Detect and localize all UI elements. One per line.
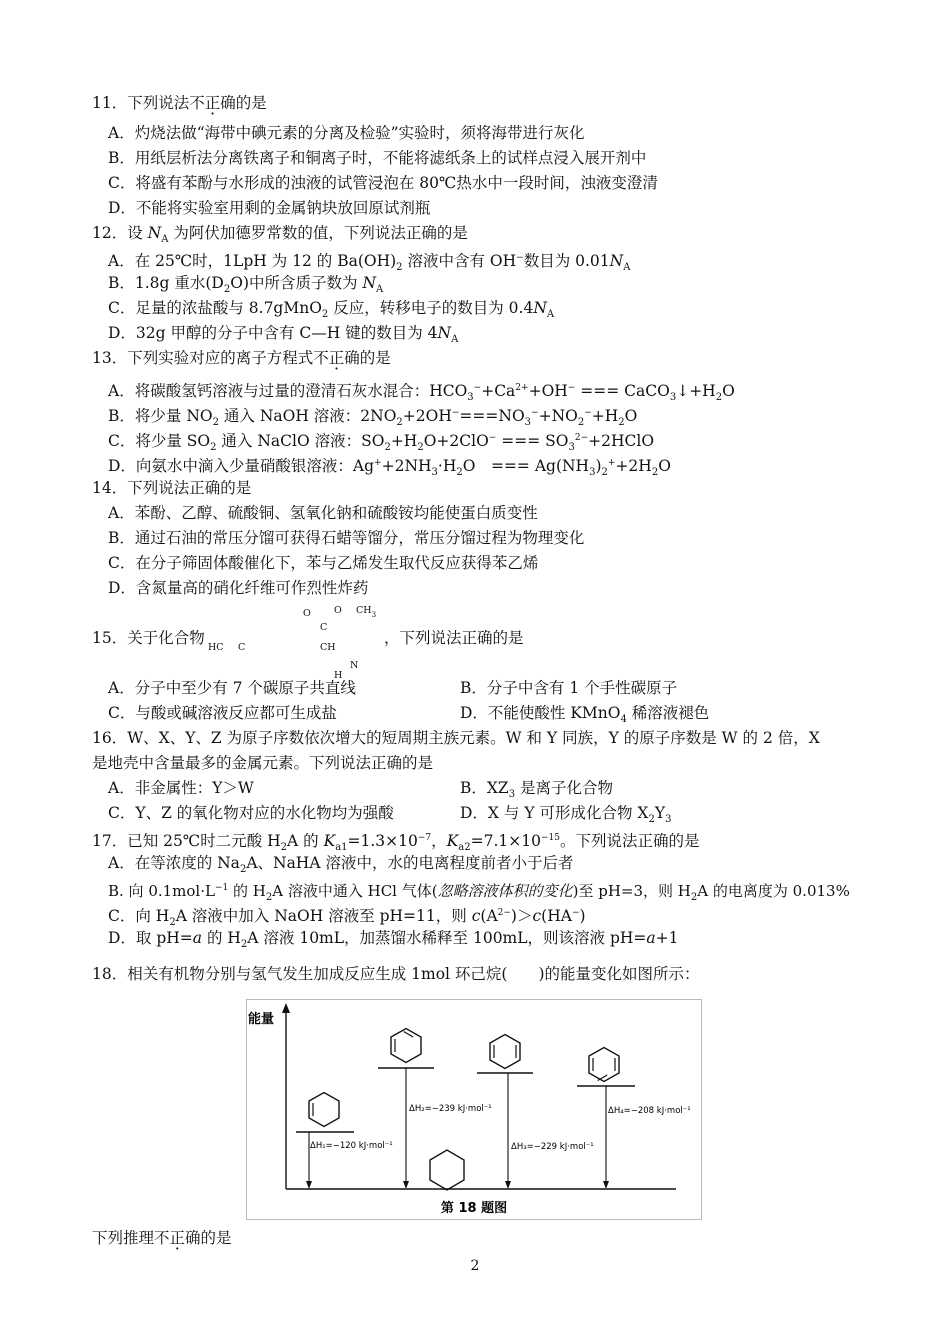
q12-option-c: C．足量的浓盐酸与 8.7gMnO$_2$ 反应，转移电子的数目为 $0.4N_A$ — [108, 299, 555, 320]
q16-option-c: C．Y、Z 的氧化物对应的水化物均为强酸 — [108, 804, 394, 822]
q13-option-d: D．向氨水中滴入少量硝酸银溶液：$Ag^++2NH_3\cdot H_2O$ === $Ag(NH_3)_2^++2H_2O$ — [108, 457, 671, 478]
q16-stem-line2: 是地壳中含量最多的金属元素。下列说法正确的是 — [92, 754, 434, 772]
q16-option-b: B．$XZ_3$ 是离子化合物 — [460, 779, 614, 800]
emphasis-not: 不正确 — [313, 349, 360, 367]
q13-option-a: A．将碳酸氢钙溶液与过量的澄清石灰水混合：$HCO_3^-+Ca^{2+}+OH^-$ === $CaCO_3↓+H_2O$ — [108, 382, 735, 403]
q15-stem-b: ，下列说法正确的是 — [384, 629, 524, 647]
energy-diagram-figure — [246, 999, 702, 1220]
q13-option-c: C．将少量 $SO_2$ 通入 NaClO 溶液：$SO_2+H_2O+2ClO^-$ === $SO_3^{2-}+2HClO$ — [108, 432, 655, 453]
figure-caption: 第 18 题图 — [440, 1201, 508, 1216]
q17-option-d: D．取 pH=a 的 $H_2A$ 溶液 10mL，加蒸馏水稀释至 100mL，则该溶液 pH=a+1 — [108, 929, 679, 950]
structure-ch-label: CH — [320, 642, 336, 653]
page-number: 2 — [470, 1258, 480, 1274]
q14-option-c: C．在分子筛固体酸催化下，苯与乙烯发生取代反应获得苯乙烯 — [108, 554, 539, 572]
q11-option-d: D．不能将实验室用剩的金属钠块放回原试剂瓶 — [108, 199, 431, 217]
q17-option-b: B. 向 $0.1mol\cdot L^{-1}$ 的 $H_2A$ 溶液中通入 HCl 气体(忽略溶液体积的变化)至 pH=3，则 $H_2A$ 的电离度为 0.013% — [108, 882, 850, 903]
q18-stem: 18．相关有机物分别与氢气发生加成反应生成 1mol 环己烷( )的能量变化如图所示： — [92, 965, 700, 983]
q13-option-b: B．将少量 $NO_2$ 通入 NaOH 溶液：$2NO_2+2OH^-===NO_3^-+NO_2^-+H_2O$ — [108, 407, 638, 428]
q14-option-d: D．含氮量高的硝化纤维可作烈性炸药 — [108, 579, 369, 597]
q17-option-c: C．向 $H_2A$ 溶液中加入 NaOH 溶液至 pH=11，则 $c(A^{2-})>c(HA^-)$ — [108, 907, 586, 928]
q11-option-c: C．将盛有苯酚与水形成的浊液的试管浸泡在 80℃热水中一段时间，浊液变澄清 — [108, 174, 658, 192]
q18-followup: 下列推理不正确的是 — [92, 1229, 232, 1247]
q15-option-a: A．分子中至少有 7 个碳原子共直线 — [108, 679, 356, 697]
structure-h-label: H — [334, 670, 343, 681]
structure-c-label: C — [238, 642, 246, 653]
q16-stem-line1: 16．W、X、Y、Z 为原子序数依次增大的短周期主族元素。W 和 Y 同族，Y 的原子序数是 W 的 2 倍，X — [92, 729, 820, 747]
energy-axis-label: 能量 — [248, 1012, 275, 1027]
emphasis-not: 不正确 — [189, 94, 236, 112]
q12-stem: 12．设 $N_A$ 为阿伏加德罗常数的值，下列说法正确的是 — [92, 224, 468, 245]
q12-option-d: D．32g 甲醇的分子中含有 C—H 键的数目为 $4N_A$ — [108, 324, 459, 345]
q12-option-b: B．1.8g 重水$(D_2O)$中所含质子数为 $N_A$ — [108, 274, 384, 295]
q16-option-d: D．X 与 Y 可形成化合物 $X_2Y_3$ — [460, 804, 672, 825]
structure-o1-label: O — [303, 608, 311, 619]
q14-option-a: A．苯酚、乙醇、硫酸铜、氢氧化钠和硫酸铵均能使蛋白质变性 — [108, 504, 538, 522]
q14-option-b: B．通过石油的常压分馏可获得石蜡等馏分，常压分馏过程为物理变化 — [108, 529, 585, 547]
structure-c2-label: C — [320, 622, 328, 633]
q17-option-a: A．在等浓度的 $Na_2A$、NaHA 溶液中，水的电离程度前者小于后者 — [108, 854, 574, 875]
dh1-label: ΔH₁=−120 kJ·mol⁻¹ — [310, 1141, 393, 1151]
q17-stem: 17．已知 25℃时二元酸 $H_2A$ 的 $K_{a1}=1.3\times 10^{-7}$，$K_{a2}=7.1\times 10^{-15}$。下列说法正确的是 — [92, 832, 700, 853]
q16-option-a: A．非金属性：Y＞W — [108, 779, 254, 797]
q15-option-d: D．不能使酸性 KMnO$_4$ 稀溶液褪色 — [460, 704, 710, 725]
dh4-label: ΔH₄=−208 kJ·mol⁻¹ — [608, 1106, 691, 1116]
q11-option-b: B．用纸层析法分离铁离子和铜离子时，不能将滤纸条上的试样点浸入展开剂中 — [108, 149, 647, 167]
q11-option-a: A．灼烧法做“海带中碘元素的分离及检验”实验时，须将海带进行灰化 — [108, 124, 585, 142]
structure-hc-label: HC — [208, 642, 224, 653]
dh2-label: ΔH₂=−239 kJ·mol⁻¹ — [409, 1104, 492, 1114]
q15-stem-a: 15．关于化合物 — [92, 629, 205, 647]
q12-option-a: A．在 25℃时，1LpH 为 12 的 $Ba(OH)_2$ 溶液中含有 OH−数目为 $0.01N_A$ — [108, 252, 631, 273]
structure-n-label: N — [350, 660, 359, 671]
structure-ch3-label: $CH_3$ — [356, 605, 377, 619]
q11-stem: 11．下列说法不正确的是 — [92, 94, 267, 112]
q15-option-c: C．与酸或碱溶液反应都可生成盐 — [108, 704, 337, 722]
q15-option-b: B．分子中含有 1 个手性碳原子 — [460, 679, 678, 697]
dh3-label: ΔH₃=−229 kJ·mol⁻¹ — [511, 1142, 594, 1152]
q13-stem: 13．下列实验对应的离子方程式不正确的是 — [92, 349, 391, 367]
q14-stem: 14．下列说法正确的是 — [92, 479, 252, 497]
emphasis-not: 不正确 — [154, 1229, 201, 1247]
structure-o2-label: O — [334, 605, 342, 616]
